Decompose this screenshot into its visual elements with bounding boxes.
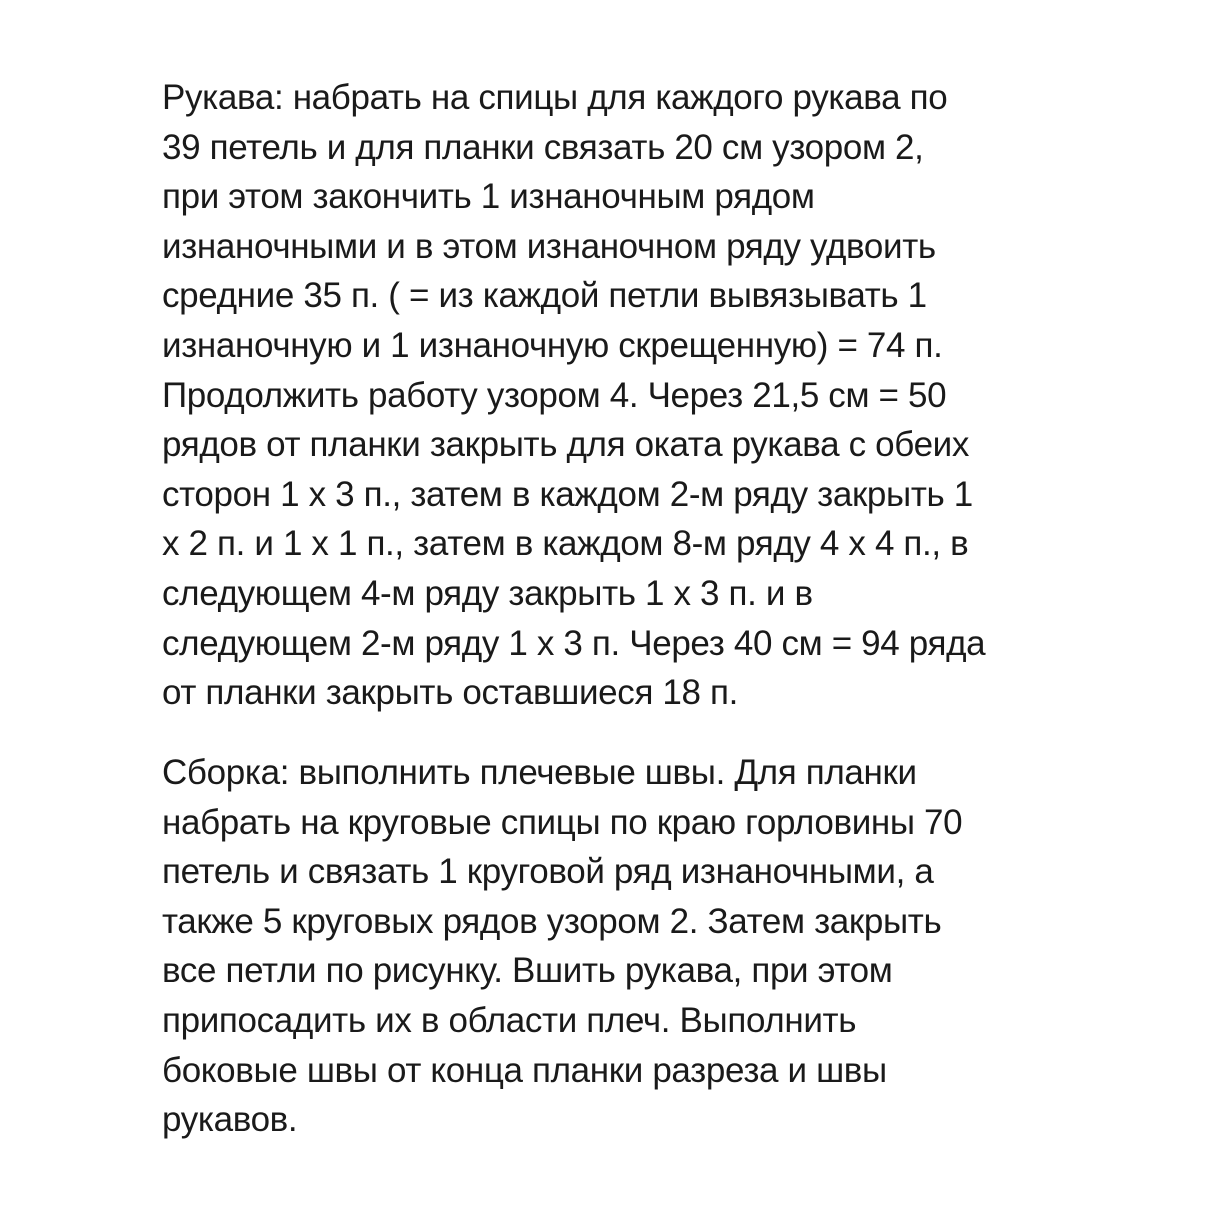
text-line: боковые швы от конца планки разреза и швы	[162, 1050, 887, 1090]
text-line: следующем 2-м ряду 1 х 3 п. Через 40 см = 94 ряда	[162, 623, 986, 663]
paragraph-assembly	[162, 748, 1202, 1145]
text-line: сторон 1 х 3 п., затем в каждом 2-м ряду закрыть 1	[162, 474, 973, 514]
text-line: петель и связать 1 круговой ряд изнаночными, а	[162, 852, 934, 892]
text-line: х 2 п. и 1 х 1 п., затем в каждом 8-м ряду 4 х 4 п., в	[162, 524, 969, 564]
text-line: Продолжить работу узором 4. Через 21,5 см = 50	[162, 375, 947, 415]
text-line: 39 петель и для планки связать 20 см узором 2,	[162, 127, 924, 167]
text-line: Рукава: набрать на спицы для каждого рукава по	[162, 78, 948, 117]
text-line: при этом закончить 1 изнаночным рядом	[162, 177, 815, 217]
text-line: припосадить их в области плеч. Выполнить	[162, 1000, 857, 1040]
text-line: рядов от планки закрыть для оката рукава с обеих	[162, 425, 970, 465]
text-line: средние 35 п. ( = из каждой петли вывязывать 1	[162, 276, 927, 316]
text-line: также 5 круговых рядов узором 2. Затем закрыть	[162, 901, 942, 941]
text-line: все петли по рисунку. Вшить рукава, при этом	[162, 951, 893, 991]
text-line: Сборка: выполнить плечевые швы. Для планки	[162, 753, 917, 792]
text-line: от планки закрыть оставшиеся 18 п.	[162, 673, 739, 713]
text-line: рукавов.	[162, 1100, 298, 1140]
text-line: набрать на круговые спицы по краю горловины 70	[162, 802, 963, 842]
paragraph-sleeves	[162, 73, 1202, 718]
text-line: следующем 4-м ряду закрыть 1 х 3 п. и в	[162, 573, 813, 613]
text-line: изнаночную и 1 изнаночную скрещенную) = 74 п.	[162, 325, 943, 365]
text-line: изнаночными и в этом изнаночном ряду удвоить	[162, 226, 936, 266]
